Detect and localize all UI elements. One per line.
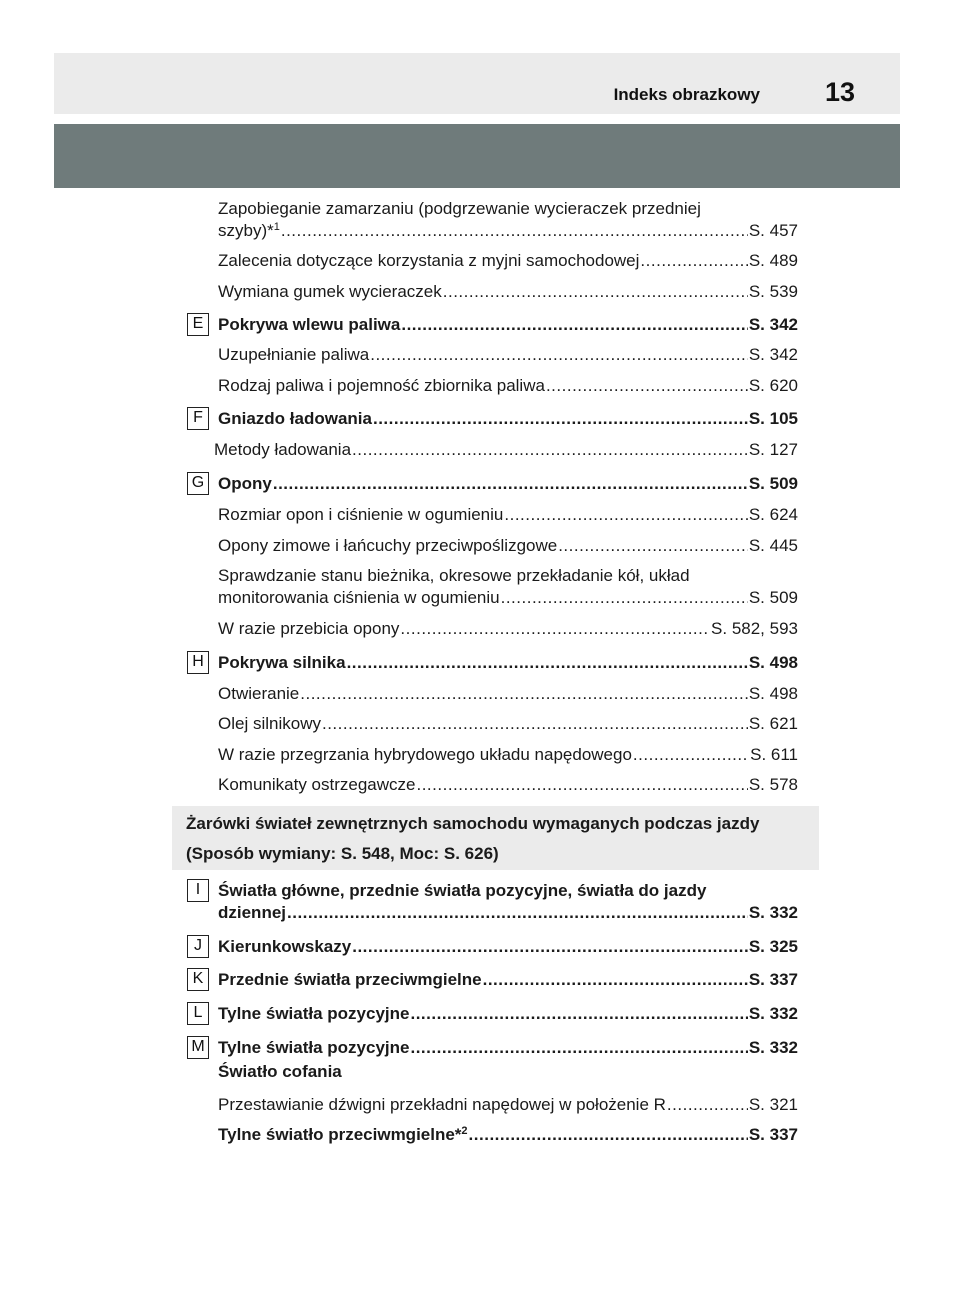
leader-dots <box>352 439 748 461</box>
page-ref: S. 321 <box>748 1095 798 1114</box>
page-ref: S. 342 <box>748 315 798 334</box>
leader-dots <box>410 1037 747 1059</box>
entry-text: W razie przegrzania hybrydowego układu napędowego <box>218 745 632 764</box>
page-ref: S. 509 <box>748 474 798 493</box>
entry-text: Uzupełnianie paliwa <box>218 345 370 364</box>
badge-l: L <box>187 1002 209 1025</box>
entry-text: szyby)* <box>218 221 274 240</box>
page-ref: S. 332 <box>748 1004 798 1023</box>
page-ref: S. 127 <box>748 440 798 459</box>
leader-dots <box>273 473 748 495</box>
toc-entry-flat-tire[interactable] <box>218 618 798 640</box>
toc-entry-refueling[interactable] <box>218 344 798 366</box>
bulbs-subheading: (Sposób wymiany: S. 548, Moc: S. 626) <box>186 844 499 863</box>
page-ref: S. 105 <box>748 409 798 428</box>
toc-entry-tire-size[interactable] <box>218 504 798 526</box>
entry-text: Komunikaty ostrzegawcze <box>218 775 416 794</box>
leader-dots <box>410 1003 747 1025</box>
entry-text: Zapobieganie zamarzaniu (podgrzewanie wycieraczek przedniej <box>218 199 701 218</box>
page-ref: S. 498 <box>748 684 798 703</box>
leader-dots <box>416 774 747 796</box>
toc-entry-opening[interactable] <box>218 683 798 705</box>
entry-text: Tylne światła pozycyjne <box>218 1038 410 1057</box>
toc-entry-overheating[interactable] <box>218 744 798 766</box>
leader-dots <box>546 375 748 397</box>
toc-entry-charging-port[interactable] <box>218 408 798 430</box>
toc-entry-warning-messages[interactable] <box>218 774 798 796</box>
entry-text: Zalecenia dotyczące korzystania z myjni samochodowej <box>218 251 640 270</box>
entry-text: Rozmiar opon i ciśnienie w ogumieniu <box>218 505 504 524</box>
page-ref: S. 509 <box>748 588 798 607</box>
entry-text: Pokrywa wlewu paliwa <box>218 315 401 334</box>
page-ref: S. 539 <box>748 282 798 301</box>
leader-dots <box>401 314 748 336</box>
toc-entry-charging-methods[interactable] <box>214 439 798 461</box>
entry-text: Tylne światła pozycyjne <box>218 1004 410 1023</box>
leader-dots <box>352 936 748 958</box>
footnote-mark: 1 <box>273 221 280 233</box>
page-ref: S. 624 <box>748 505 798 524</box>
entry-text: Opony <box>218 474 272 493</box>
toc-entry-wiper-replacement[interactable] <box>218 281 798 303</box>
leader-dots <box>300 683 748 705</box>
badge-j: J <box>187 935 209 958</box>
badge-i: I <box>187 879 209 902</box>
badge-k: K <box>187 968 209 991</box>
page-ref: S. 332 <box>748 1038 798 1057</box>
toc-entry-fuel-type[interactable] <box>218 375 798 397</box>
toc-entry-front-fog-lights[interactable] <box>218 969 798 991</box>
leader-dots <box>558 535 748 557</box>
entry-text: Kierunkowskazy <box>218 937 352 956</box>
badge-g: G <box>187 472 209 495</box>
toc-entry-hood[interactable] <box>218 652 798 674</box>
page-number: 13 <box>824 77 856 107</box>
leader-dots <box>281 220 748 242</box>
entry-text: Wymiana gumek wycieraczek <box>218 282 442 301</box>
toc-entry-fuel-door[interactable] <box>218 314 798 336</box>
page-ref: S. 325 <box>748 937 798 956</box>
page-ref: S. 498 <box>748 653 798 672</box>
entry-text: Sprawdzanie stanu bieżnika, okresowe przekładanie kół, układ <box>218 566 690 585</box>
badge-m: M <box>187 1036 209 1059</box>
leader-dots <box>633 744 749 766</box>
bulbs-heading: Żarówki świateł zewnętrznych samochodu wymaganych podczas jazdy <box>186 814 760 833</box>
toc-entry-car-wash[interactable] <box>218 250 798 272</box>
entry-text: Przestawianie dźwigni przekładni napędowej w położenie R <box>218 1095 666 1114</box>
entry-text: monitorowania ciśnienia w ogumieniu <box>218 588 500 607</box>
badge-h: H <box>187 651 209 674</box>
leader-dots <box>504 504 747 526</box>
page-ref: S. 620 <box>748 376 798 395</box>
entry-text: Rodzaj paliwa i pojemność zbiornika paliwa <box>218 376 545 395</box>
page-ref: S. 337 <box>748 970 798 989</box>
leader-dots <box>287 902 748 924</box>
leader-dots <box>469 1124 748 1146</box>
toc-entry-tires[interactable] <box>218 473 798 495</box>
toc-entry-tail-lights[interactable] <box>218 1003 798 1025</box>
toc-entry-tail-lights-rear[interactable] <box>218 1037 798 1059</box>
entry-text: Przednie światła przeciwmgielne <box>218 970 482 989</box>
entry-text: Gniazdo ładowania <box>218 409 372 428</box>
leader-dots <box>400 618 710 640</box>
toc-entry-turn-signals[interactable] <box>218 936 798 958</box>
entry-text: W razie przebicia opony <box>218 619 400 638</box>
entry-text: Pokrywa silnika <box>218 653 346 672</box>
footnote-mark: 2 <box>461 1125 468 1137</box>
leader-dots <box>501 587 748 609</box>
leader-dots <box>443 281 748 303</box>
badge-e: E <box>187 313 209 336</box>
toc-entry-rear-fog-light[interactable] <box>218 1124 798 1146</box>
entry-text: Tylne światło przeciwmgielne* <box>218 1125 462 1144</box>
leader-dots <box>483 969 748 991</box>
entry-text: Opony zimowe i łańcuchy przeciwpoślizgowe <box>218 536 558 555</box>
page-ref: S. 342 <box>748 345 798 364</box>
page-ref: S. 582, 593 <box>711 619 798 638</box>
badge-f: F <box>187 407 209 430</box>
toc-entry-winter-tires[interactable] <box>218 535 798 557</box>
entry-text: Światło cofania <box>218 1062 342 1081</box>
entry-text: dziennej <box>218 903 287 922</box>
page-ref: S. 445 <box>748 536 798 555</box>
toc-entry-engine-oil[interactable] <box>218 713 798 735</box>
leader-dots <box>640 250 747 272</box>
toc-entry-frost-prevention[interactable] <box>218 220 798 242</box>
leader-dots <box>347 652 748 674</box>
toc-entry-headlights[interactable] <box>218 902 798 924</box>
entry-text: Olej silnikowy <box>218 714 321 733</box>
page-ref: S. 457 <box>748 221 798 240</box>
page-ref: S. 332 <box>748 903 798 922</box>
entry-text: Otwieranie <box>218 684 300 703</box>
page-ref: S. 337 <box>748 1125 798 1144</box>
page-ref: S. 489 <box>748 251 798 270</box>
leader-dots <box>322 713 748 735</box>
page-ref: S. 578 <box>748 775 798 794</box>
leader-dots <box>373 408 748 430</box>
entry-text: Metody ładowania <box>214 440 352 459</box>
entry-text: Światła główne, przednie światła pozycyjne, światła do jazdy <box>218 881 707 900</box>
page-ref: S. 611 <box>750 745 798 764</box>
toc-entry-tread-check[interactable] <box>218 587 798 609</box>
header-title: Indeks obrazkowy <box>613 85 760 104</box>
leader-dots <box>667 1094 748 1116</box>
toc-entry-shift-lever[interactable] <box>218 1094 798 1116</box>
leader-dots <box>370 344 748 366</box>
page-ref: S. 621 <box>748 714 798 733</box>
